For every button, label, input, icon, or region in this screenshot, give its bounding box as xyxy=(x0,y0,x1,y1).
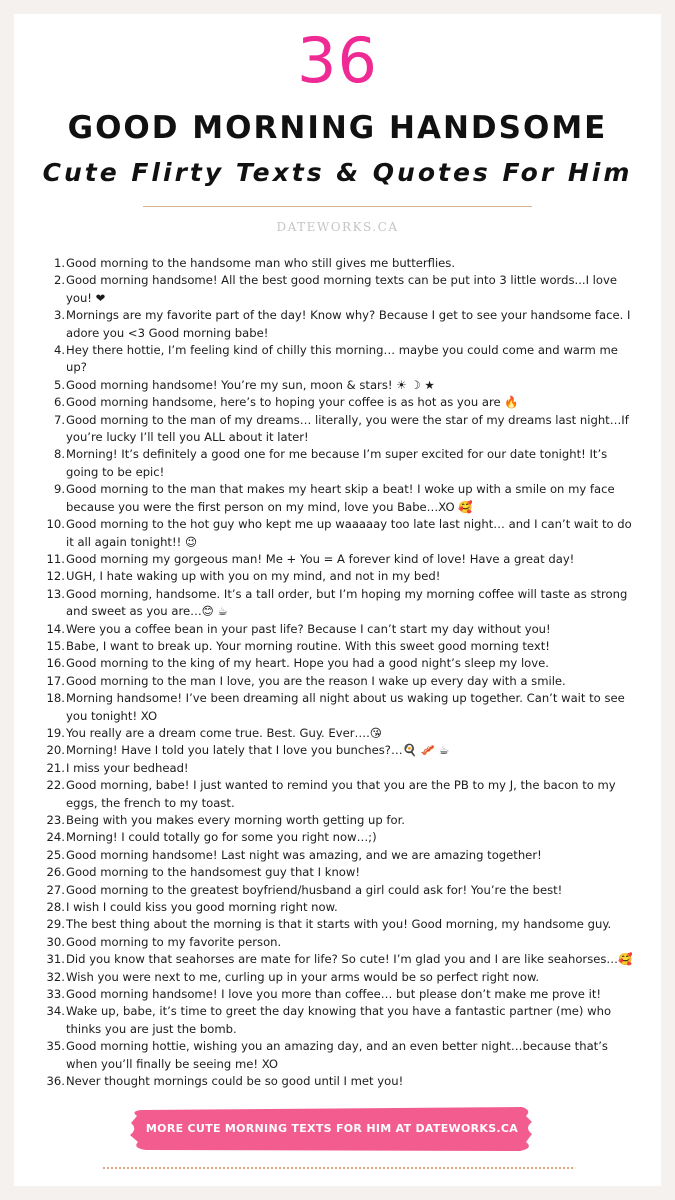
list-item xyxy=(44,934,634,951)
list-item xyxy=(44,621,634,638)
item-number: 36. xyxy=(46,1074,65,1089)
page-subtitle: Cute Flirty Texts & Quotes For Him xyxy=(42,158,633,187)
item-text: Mornings are my favorite part of the day! Know why? Because I get to see your handsome face. I adore you <3 Good morning babe! xyxy=(66,308,631,340)
list-item xyxy=(44,272,634,307)
list-item xyxy=(44,951,634,968)
list-item xyxy=(44,255,634,272)
item-text: Were you a coffee bean in your past life? Because I can’t start my day without you! xyxy=(66,621,551,636)
texts-list xyxy=(44,255,634,1091)
item-number: 28. xyxy=(46,900,65,915)
item-text: UGH, I hate waking up with you on my mind, and not in my bed! xyxy=(66,569,441,584)
list-item xyxy=(44,882,634,899)
item-number: 17. xyxy=(46,673,65,688)
item-number: 33. xyxy=(46,987,65,1002)
list-item xyxy=(44,516,634,551)
item-text: Good morning to the handsome man who still gives me butterflies. xyxy=(66,256,456,270)
item-text: Did you know that seahorses are mate for life? So cute! I’m glad you and I are like seahorses…🥰 xyxy=(66,952,633,967)
item-number: 18. xyxy=(46,691,65,706)
list-item xyxy=(44,986,634,1003)
list-item xyxy=(44,551,634,568)
item-text: Never thought mornings could be so good until I met you! xyxy=(66,1074,404,1089)
item-number: 24. xyxy=(46,830,65,845)
item-text: Good morning handsome, here’s to hoping your coffee is as hot as you are 🔥 xyxy=(66,395,519,410)
item-number: 6. xyxy=(53,395,65,410)
item-number: 3. xyxy=(53,308,65,323)
list-item xyxy=(44,777,634,812)
item-text: Good morning to the king of my heart. Hope you had a good night’s sleep my love. xyxy=(66,656,549,671)
list-item xyxy=(44,655,634,672)
item-text: Good morning to the greatest boyfriend/husband a girl could ask for! You’re the best! xyxy=(66,882,563,897)
list-item xyxy=(44,829,634,846)
item-text: Good morning to the man of my dreams… literally, you were the star of my dreams last night…If you’re lucky I’ll tell you ALL about it later! xyxy=(66,412,629,445)
item-number: 7. xyxy=(53,412,65,427)
item-number: 2. xyxy=(53,273,65,288)
item-number: 20. xyxy=(46,743,65,758)
item-number: 16. xyxy=(46,656,65,671)
item-text: Good morning handsome! I love you more than coffee… but please don’t make me prove it! xyxy=(66,987,602,1002)
item-number: 21. xyxy=(46,760,65,775)
item-number: 27. xyxy=(46,882,65,897)
item-text: Good morning hottie, wishing you an amazing day, and an even better night…because that’s when you’ll finally be seeing me! XO xyxy=(66,1039,608,1071)
item-number: 35. xyxy=(46,1039,65,1054)
list-item xyxy=(44,394,634,411)
list-item xyxy=(44,568,634,585)
site-name: DATEWORKS.CA xyxy=(276,220,399,234)
list-item xyxy=(44,760,634,777)
more-texts-label[interactable]: MORE CUTE MORNING TEXTS FOR HIM AT DATEWORKS.CA xyxy=(145,1122,519,1135)
item-text: Good morning handsome! You’re my sun, moon & stars! ☀ ☽ ★ xyxy=(66,377,435,392)
count-number: 36 xyxy=(297,24,378,97)
item-number: 34. xyxy=(46,1004,65,1019)
item-text: Good morning to the man that makes my heart skip a beat! I woke up with a smile on my face because you were the first person on my mind, love you Babe…XO 🥰 xyxy=(66,482,615,514)
item-text: Wake up, babe, it’s time to greet the day knowing that you have a fantastic partner (me) who thinks you are just the bomb. xyxy=(66,1004,612,1036)
list-item xyxy=(44,1073,634,1090)
item-text: Good morning handsome! All the best good morning texts can be put into 3 little words...I love you! ❤ xyxy=(66,273,617,305)
item-number: 14. xyxy=(46,621,65,636)
list-item xyxy=(44,638,634,655)
item-text: Good morning, handsome. It’s a tall order, but I’m hoping my morning coffee will taste as strong and sweet as you are…😊 ☕ xyxy=(66,586,628,619)
item-text: Babe, I want to break up. Your morning routine. With this sweet good morning text! xyxy=(66,638,550,653)
item-number: 22. xyxy=(46,778,65,793)
list-item xyxy=(44,412,634,447)
list-item xyxy=(44,307,634,342)
list-item xyxy=(44,1003,634,1038)
dotted-divider xyxy=(103,1167,573,1169)
item-text: I wish I could kiss you good morning right now. xyxy=(66,900,338,915)
page-title: GOOD MORNING HANDSOME xyxy=(67,110,608,146)
item-text: Morning! I could totally go for some you right now…;) xyxy=(66,830,377,845)
item-text: Good morning handsome! Last night was amazing, and we are amazing together! xyxy=(66,847,542,862)
item-text: You really are a dream come true. Best. Guy. Ever….😘 xyxy=(66,725,382,740)
list-item xyxy=(44,864,634,881)
item-text: Good morning to the hot guy who kept me up waaaaay too late last night… and I can’t wait to do it all again tonight!! 😉 xyxy=(66,517,632,549)
item-number: 5. xyxy=(53,377,65,392)
item-number: 10. xyxy=(46,517,65,532)
list-item xyxy=(44,899,634,916)
list-item xyxy=(44,969,634,986)
item-text: The best thing about the morning is that it starts with you! Good morning, my handsome guy. xyxy=(66,917,612,932)
more-texts-button[interactable] xyxy=(128,1104,536,1154)
list-item xyxy=(44,342,634,377)
list-item xyxy=(44,742,634,759)
list-item xyxy=(44,481,634,516)
item-text: Good morning to my favorite person. xyxy=(66,934,282,949)
item-text: I miss your bedhead! xyxy=(66,760,189,775)
item-text: Good morning to the handsomest guy that I know! xyxy=(66,865,361,880)
list-item xyxy=(44,446,634,481)
item-number: 31. xyxy=(46,952,65,967)
item-number: 26. xyxy=(46,865,65,880)
item-text: Wish you were next to me, curling up in your arms would be so perfect right now. xyxy=(66,969,540,984)
item-number: 15. xyxy=(46,638,65,653)
list-item xyxy=(44,847,634,864)
item-number: 13. xyxy=(46,586,65,601)
item-text: Morning! Have I told you lately that I love you bunches?…🍳 🥓 ☕ xyxy=(66,743,450,758)
item-text: Hey there hottie, I’m feeling kind of chilly this morning… maybe you could come and warm me up? xyxy=(66,343,618,375)
title-divider xyxy=(143,206,532,207)
item-number: 11. xyxy=(46,551,65,566)
item-text: Good morning, babe! I just wanted to remind you that you are the PB to my J, the bacon to my eggs, the french to my toast. xyxy=(66,778,616,810)
list-item xyxy=(44,916,634,933)
item-number: 8. xyxy=(53,447,65,462)
item-number: 4. xyxy=(53,343,65,358)
item-number: 32. xyxy=(46,969,65,984)
item-text: Good morning to the man I love, you are the reason I wake up every day with a smile. xyxy=(66,673,566,688)
item-text: Being with you makes every morning worth getting up for. xyxy=(66,813,405,827)
item-text: Morning! It’s definitely a good one for me because I’m super excited for our date tonight! It’s going to be epic! xyxy=(66,447,608,479)
item-number: 29. xyxy=(46,917,65,932)
list-item xyxy=(44,725,634,742)
item-number: 23. xyxy=(46,813,65,827)
list-item xyxy=(44,690,634,725)
list-item xyxy=(44,586,634,621)
item-text: Morning handsome! I’ve been dreaming all night about us waking up together. Can’t wait to see you tonight! XO xyxy=(66,691,625,723)
list-item xyxy=(44,812,634,829)
item-number: 30. xyxy=(46,934,65,949)
item-text: Good morning my gorgeous man! Me + You = A forever kind of love! Have a great day! xyxy=(66,551,575,566)
item-number: 19. xyxy=(46,725,65,740)
list-item xyxy=(44,377,634,394)
item-number: 25. xyxy=(46,847,65,862)
item-number: 12. xyxy=(46,569,65,584)
list-item xyxy=(44,1038,634,1073)
item-number: 9. xyxy=(53,482,65,497)
item-number: 1. xyxy=(53,256,65,270)
list-item xyxy=(44,673,634,690)
